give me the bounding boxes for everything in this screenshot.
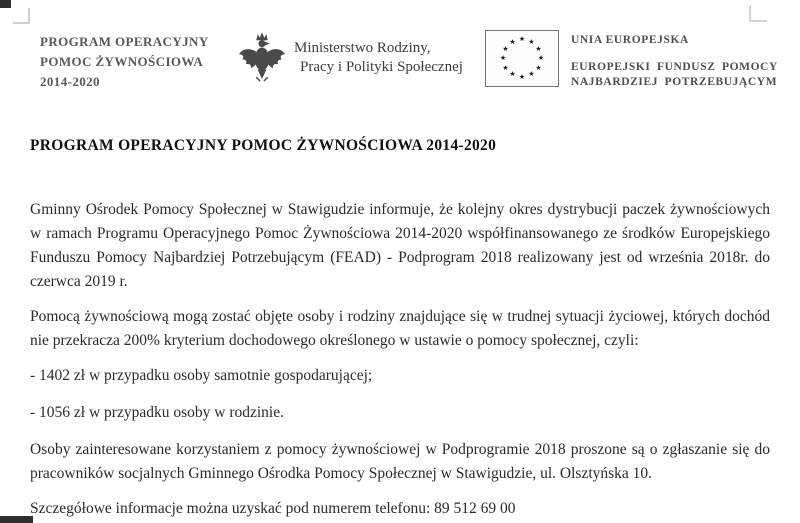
eu-flag-star: ★ <box>535 63 542 72</box>
eu-label <box>571 30 778 90</box>
eu-flag-star: ★ <box>528 70 535 79</box>
list-item-income-single: - 1402 zł w przypadku osoby samotnie gospodarującej; <box>30 367 373 384</box>
paragraph-contact: Osoby zainteresowane korzystaniem z pomocy żywnościowej w Podprogramie 2018 proszone są o zgłaszanie się do pracowników socjalnych Gminnego Ośrodka Pomocy Społecznej w Stawigudzie, ul. Olsztyńska 10. <box>30 441 770 482</box>
eu-flag-star: ★ <box>509 70 516 79</box>
eu-flag-icon <box>485 30 559 87</box>
scan-artifact-bottom-left <box>0 516 33 523</box>
ministry-name <box>294 39 463 77</box>
eu-flag-star: ★ <box>502 44 509 53</box>
document-title: PROGRAM OPERACYJNY POMOC ŻYWNOŚCIOWA 2014-2020 <box>30 137 497 154</box>
eu-flag-star: ★ <box>528 37 535 46</box>
margin-crop-mark-top-right <box>749 5 767 22</box>
eu-flag-star: ★ <box>537 54 545 62</box>
eu-fund-line1: EUROPEJSKI FUNDUSZ POMOCY <box>571 61 778 73</box>
eu-fund-name <box>571 60 778 90</box>
paragraph-criteria: Pomocą żywnościową mogą zostać objęte osoby i rodziny znajdujące się w trudnej sytuacji życiowej, których dochód nie przekracza 200% kryterium dochodowego określonego w ustawie o pomocy społecznej, czyli: <box>30 308 770 349</box>
eu-label-line1: UNIA EUROPEJSKA <box>571 34 689 46</box>
document-body <box>30 136 770 521</box>
eu-fund-line2: NAJBARDZIEJ POTRZEBUJĄCYM <box>571 76 778 88</box>
phone-info-line: Szczegółowe informacje można uzyskać pod numerem telefonu: 89 512 69 00 <box>30 500 516 517</box>
program-logo <box>40 32 230 92</box>
program-logo-line3: 2014-2020 <box>40 74 100 89</box>
program-logo-line2: POMOC ŻYWNOŚCIOWA <box>40 54 204 69</box>
scan-artifact-top-left <box>0 0 11 8</box>
paragraph-intro: Gminny Ośrodek Pomocy Społecznej w Stawigudzie informuje, że kolejny okres dystrybucji paczek żywnościowych w ramach Programu Operacyjnego Pomoc Żywnościowa 2014-2020 współfinansowanego ze środków Europejskiego Funduszu Pomocy Najbardziej Potrzebującym (FEAD) - Podprogram 2018 realizowany jest od września 2018r. do czerwca 2019 r. <box>30 201 770 290</box>
program-logo-line1: PROGRAM OPERACYJNY <box>40 34 209 49</box>
eu-flag-star: ★ <box>518 35 526 43</box>
ministry-name-line1: Ministerstwo Rodziny, <box>294 40 431 56</box>
eu-flag-star: ★ <box>509 37 516 46</box>
polish-eagle-icon <box>238 28 286 88</box>
ministry-name-line2: Pracy i Polityki Społecznej <box>300 59 463 75</box>
eu-flag-star: ★ <box>499 54 507 62</box>
eu-flag-star: ★ <box>518 73 526 81</box>
eu-flag-star: ★ <box>535 44 542 53</box>
eu-flag-star: ★ <box>502 63 509 72</box>
ministry-logo <box>238 28 463 88</box>
eu-logo <box>485 30 778 90</box>
list-item-income-family: - 1056 zł w przypadku osoby w rodzinie. <box>30 404 284 421</box>
margin-crop-mark-top-left <box>13 8 30 24</box>
